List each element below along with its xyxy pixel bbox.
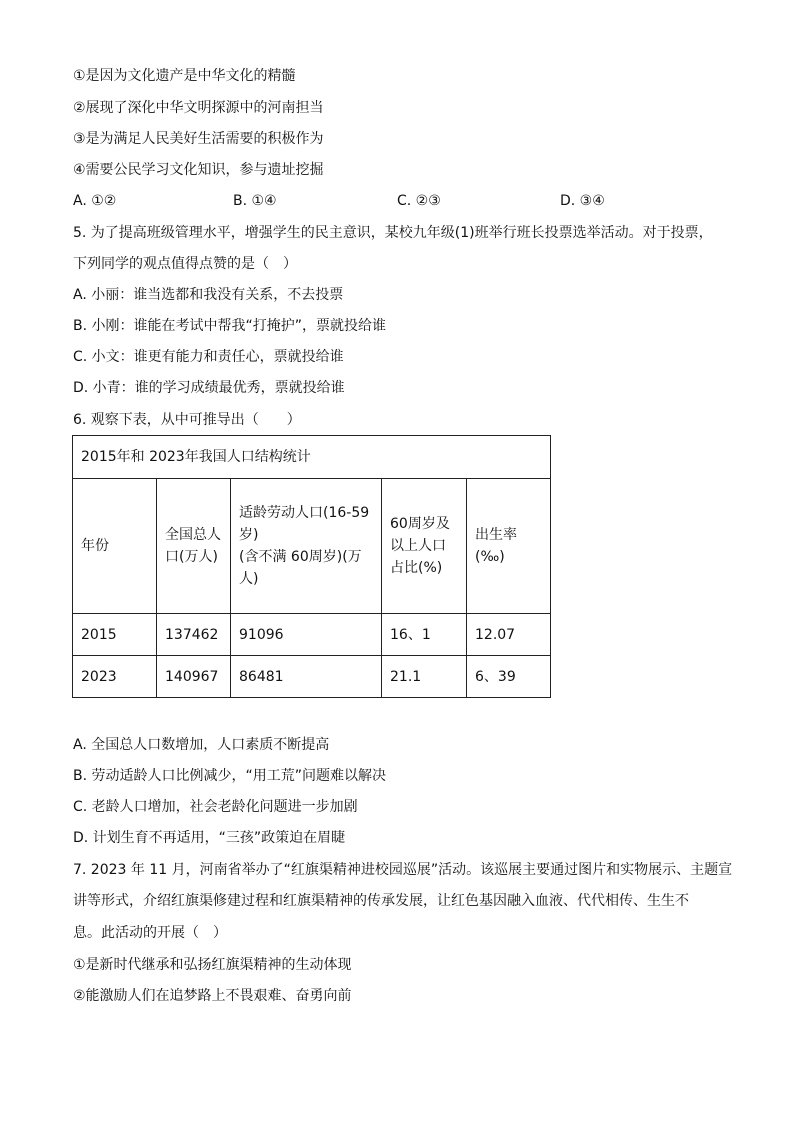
- q6-choice-a[interactable]: A. 全国总人口数增加，人口素质不断提高: [73, 737, 330, 753]
- table-title: 2015年和 2023年我国人口结构统计: [73, 436, 551, 479]
- q5-choice-c[interactable]: C. 小文：谁更有能力和责任心，票就投给谁: [73, 349, 344, 365]
- q6-choice-d[interactable]: D. 计划生育不再适用，“三孩”政策迫在眉睫: [73, 830, 346, 846]
- statement-2: ②展现了深化中华文明探源中的河南担当: [73, 100, 324, 116]
- header-year: 年份: [73, 479, 157, 614]
- q5-stem-line2: 下列同学的观点值得点赞的是（ ）: [73, 256, 297, 272]
- cell: 86481: [231, 656, 382, 698]
- table-row: [73, 614, 551, 656]
- q6-choice-b[interactable]: B. 劳动适龄人口比例减少，“用工荒”问题难以解决: [73, 768, 387, 784]
- statement-1: ①是因为文化遗产是中华文化的精髓: [73, 68, 296, 84]
- header-total-population: 全国总人口(万人): [157, 479, 231, 614]
- q5-choice-b[interactable]: B. 小刚：谁能在考试中帮我“打掩护”，票就投给谁: [73, 318, 387, 334]
- q4-choice-c[interactable]: C. ②③: [397, 193, 441, 209]
- q7-stem-line2: 讲等形式，介绍红旗渠修建过程和红旗渠精神的传承发展，让红色基因融入血液、代代相传、生生不: [73, 893, 689, 909]
- header-elderly-share: 60周岁及以上人口占比(%): [382, 479, 467, 614]
- statement-3: ③是为满足人民美好生活需要的积极作为: [73, 131, 324, 147]
- q4-choice-d[interactable]: D. ③④: [560, 193, 605, 209]
- q7-statement-2: ②能激励人们在追梦路上不畏艰难、奋勇向前: [73, 988, 352, 1004]
- cell: 6、39: [467, 656, 551, 698]
- q7-statement-1: ①是新时代继承和弘扬红旗渠精神的生动体现: [73, 957, 352, 973]
- cell: 137462: [157, 614, 231, 656]
- q6-choice-c[interactable]: C. 老龄人口增加，社会老龄化问题进一步加剧: [73, 799, 358, 815]
- cell: 140967: [157, 656, 231, 698]
- header-birth-rate: 出生率(‰): [467, 479, 551, 614]
- cell: 12.07: [467, 614, 551, 656]
- table-row: [73, 656, 551, 698]
- q6-stem: 6. 观察下表，从中可推导出（ ）: [73, 412, 301, 428]
- header-working-age: 适龄劳动人口(16-59岁) (含不满 60周岁)(万人): [231, 479, 382, 614]
- q4-choice-a[interactable]: A. ①②: [73, 193, 117, 209]
- statement-4: ④需要公民学习文化知识，参与遗址挖掘: [73, 162, 324, 178]
- cell: 2023: [73, 656, 157, 698]
- q5-choice-d[interactable]: D. 小青：谁的学习成绩最优秀，票就投给谁: [73, 380, 345, 396]
- cell: 2015: [73, 614, 157, 656]
- q7-stem-line3: 息。此活动的开展（ ）: [73, 925, 227, 941]
- q4-choice-b[interactable]: B. ①④: [233, 193, 277, 209]
- q5-choice-a[interactable]: A. 小丽：谁当选都和我没有关系，不去投票: [73, 287, 344, 303]
- cell: 91096: [231, 614, 382, 656]
- cell: 21.1: [382, 656, 467, 698]
- cell: 16、1: [382, 614, 467, 656]
- q5-stem-line1: 5. 为了提高班级管理水平，增强学生的民主意识，某校九年级(1)班举行班长投票选举活动。对于投票，: [73, 225, 713, 241]
- population-table: [72, 435, 551, 698]
- q7-stem-line1: 7. 2023 年 11 月，河南省举办了“红旗渠精神进校园巡展”活动。该巡展主要通过图片和实物展示、主题宣: [73, 862, 733, 878]
